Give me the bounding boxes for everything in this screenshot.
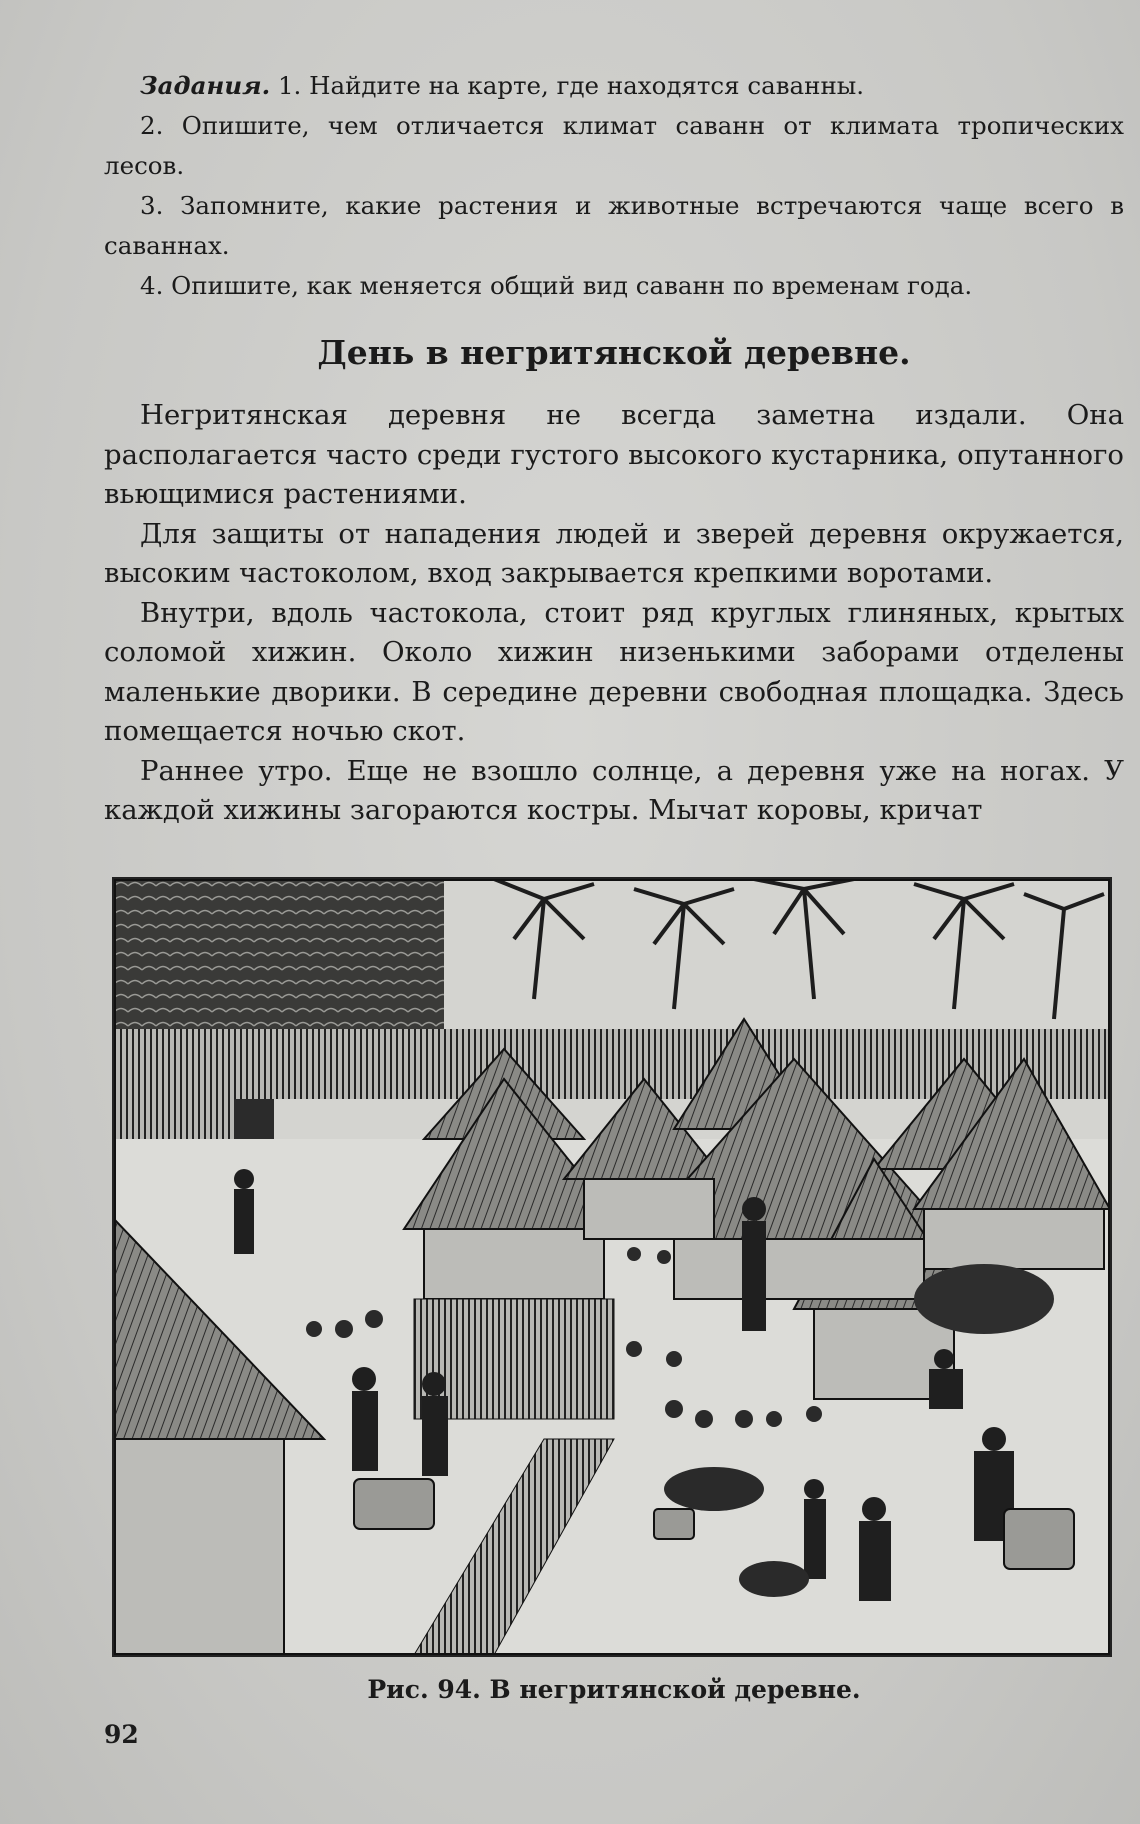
task-item-2: 2. Опишите, чем отличается климат саванн от климата тропических лесов. <box>104 111 1124 180</box>
tasks-lead: Задания. <box>140 71 271 100</box>
paragraph: Раннее утро. Еще не взошло солнце, а деревня уже на ногах. У каждой хижины загораются костры. Мычат коровы, кричат <box>104 754 1124 826</box>
task-item-3: 3. Запомните, какие растения и животные встречаются чаще всего в саваннах. <box>104 191 1124 260</box>
task-line-1 <box>104 66 1124 106</box>
tasks-section <box>104 66 1124 306</box>
figure-caption: Рис. 94. В негритянской деревне. <box>367 1675 861 1704</box>
paragraph: Внутри, вдоль частокола, стоит ряд круглых глиняных, крытых соломой хижин. Около хижин низенькими заборами отделены маленькие дворики. В середине деревни свободная площадка. Здесь помещается ночью скот. <box>104 596 1124 747</box>
task-item-4: 4. Опишите, как меняется общий вид саванн по временам года. <box>140 271 973 300</box>
task-item-1: 1. Найдите на карте, где находятся саванны. <box>277 71 865 100</box>
page-number: 92 <box>104 1720 139 1749</box>
paragraph: Для защиты от нападения людей и зверей деревня окружается, высоким частоколом, вход закрывается крепкими воротами. <box>104 517 1124 589</box>
village-illustration <box>112 877 1112 1657</box>
body-text <box>104 396 1124 831</box>
section-heading: День в негритянской деревне. <box>317 333 911 372</box>
paragraph: Негритянская деревня не всегда заметна издали. Она располагается часто среди густого высокого кустарника, опутанного вьющимися растениями. <box>104 399 1124 510</box>
